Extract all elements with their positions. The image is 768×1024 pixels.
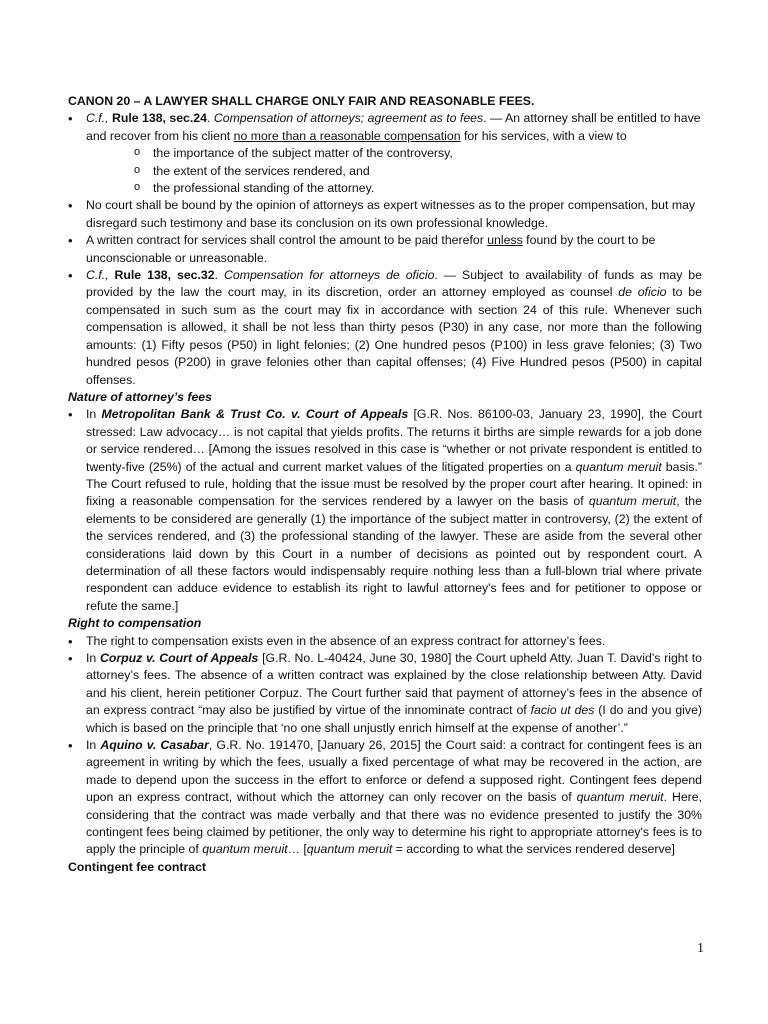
bullet-aquino-case: • In Aquino v. Casabar, G.R. No. 191470, [January 26, 2015] the Court said: a contract for contingent fees is an agreement in writing by which the fees, usually a fixed percentage of what may be recovered in the action, are made to depend upon the success in the effort to enforce or defend a supposed right. Contingent fees depend upon an express contract, without which the attorney can only recover on the basis of quantum meruit. Here, considering that the contract was made verbally and that there was no evidence presented to justify the 30% contingent fees being claimed by petitioner, the only way to determine his right to appropriate attorney's fees is to apply the principle of quantum meruit… [quantum meruit = according to what the services rendered deserve]	[68, 737, 702, 859]
case-name: Corpuz v. Court of Appeals	[99, 651, 259, 665]
bullet-right-exists: • The right to compensation exists even in the absence of an express contract for attorney’s fees.	[68, 633, 702, 650]
case-name: Aquino v. Casabar	[100, 738, 209, 753]
canon-title: CANON 20 – A LAWYER SHALL CHARGE ONLY FAIR AND REASONABLE FEES.	[68, 94, 535, 108]
sub-item: o the professional standing of the attorney.	[134, 180, 702, 197]
page-number: 1	[697, 941, 704, 956]
nature-bullet-list	[68, 406, 702, 615]
bullet-rule-138-sec-32: • C.f., Rule 138, sec.32. Compensation for attorneys de oficio. — Subject to availability of funds as may be provided by the law the court may, in its discretion, order an attorney employed as counsel de oficio to be compensated in such sum as the court may fix in accordance with section 24 of this rule. Whenever such compensation is allowed, it shall be not less than thirty pesos (P30) in any case, nor more than the following amounts: (1) Fifty pesos (P50) in light felonies; (2) One hundred pesos (P100) in less grave felonies; (3) Two hundred pesos (P200) in grave felonies other than capital offenses; (4) Five Hundred pesos (P500) in capital offenses.	[68, 267, 702, 389]
heading-contingent-fee: Contingent fee contract	[68, 859, 207, 874]
rule-citation: Rule 138, sec.32	[108, 268, 215, 283]
heading-right-to-compensation: Right to compensation	[68, 616, 202, 631]
case-name: Metropolitan Bank & Trust Co. v. Court of Appeals	[101, 407, 409, 422]
heading-nature-of-fees: Nature of attorney’s fees	[68, 389, 212, 404]
rule-citation: Rule 138, sec.24	[108, 111, 207, 126]
cf-abbrev: C.f.,	[86, 111, 109, 126]
canon-bullet-list	[68, 110, 702, 389]
underlined-unless: unless	[487, 233, 523, 248]
provision-title: Compensation of attorneys; agreement as to fees	[213, 111, 484, 126]
bullet-rule-138-sec-24: • C.f., Rule 138, sec.24. Compensation of attorneys; agreement as to fees. — An attorney shall be entitled to have and recover from his client no more than a reasonable compensation for his services, with a view to o the importance of the subject matter of the controversy, o the extent of the services rendered, and o the professional standing of the attorney.	[68, 110, 702, 197]
underlined-phrase: no more than a reasonable compensation	[233, 128, 461, 143]
bullet-corpuz-case: • In Corpuz v. Court of Appeals [G.R. No. L-40424, June 30, 1980] the Court upheld Atty. Juan T. David’s right to attorney’s fees. The absence of a written contract was explained by the close relationship between Atty. David and his client, herein petitioner Corpuz. The Court further said that payment of attorney’s fees in the absence of an express contract “may also be justified by virtue of the innominate contract of facio ut des (I do and you give) which is based on the principle that ‘no one shall unjustly enrich himself at the expense of another’.”	[68, 650, 702, 737]
right-bullet-list	[68, 633, 702, 859]
sub-item: o the importance of the subject matter of the controversy,	[134, 145, 702, 162]
provision-title: Compensation for attorneys de oficio	[223, 268, 435, 283]
document-page	[68, 93, 702, 876]
sub-list	[86, 145, 702, 197]
cf-abbrev: C.f.,	[86, 268, 109, 283]
bullet-written-contract: • A written contract for services shall control the amount to be paid therefor unless found by the court to be unconscionable or unreasonable.	[68, 232, 702, 267]
bullet-metrobank-case: • In Metropolitan Bank & Trust Co. v. Court of Appeals [G.R. Nos. 86100-03, January 23, 1990], the Court stressed: Law advocacy… is not capital that yields profits. The returns it births are simple rewards for a job done or service rendered… [Among the issues resolved in this case is “whether or not private respondent is entitled to twenty-five (25%) of the actual and current market values of the litigated properties on a quantum meruit basis.” The Court refused to rule, holding that the issue must be resolved by the proper court after hearing. It opined: in fixing a reasonable compensation for the services rendered by a lawyer on the basis of quantum meruit, the elements to be considered are generally (1) the importance of the subject matter in controversy, (2) the extent of the services rendered, and (3) the professional standing of the lawyer. These are aside from the several other considerations laid down by this Court in a number of decisions as pointed out by respondent court. A determination of all these factors would indispensably require nothing less than a full-blown trial where private respondent can adduce evidence to establish its right to lawful attorney's fees and for petitioner to oppose or refute the same.]	[68, 406, 702, 615]
bullet-expert-witnesses: • No court shall be bound by the opinion of attorneys as expert witnesses as to the proper compensation, but may disregard such testimony and base its conclusion on its own professional knowledge.	[68, 197, 702, 232]
sub-item: o the extent of the services rendered, and	[134, 163, 702, 180]
